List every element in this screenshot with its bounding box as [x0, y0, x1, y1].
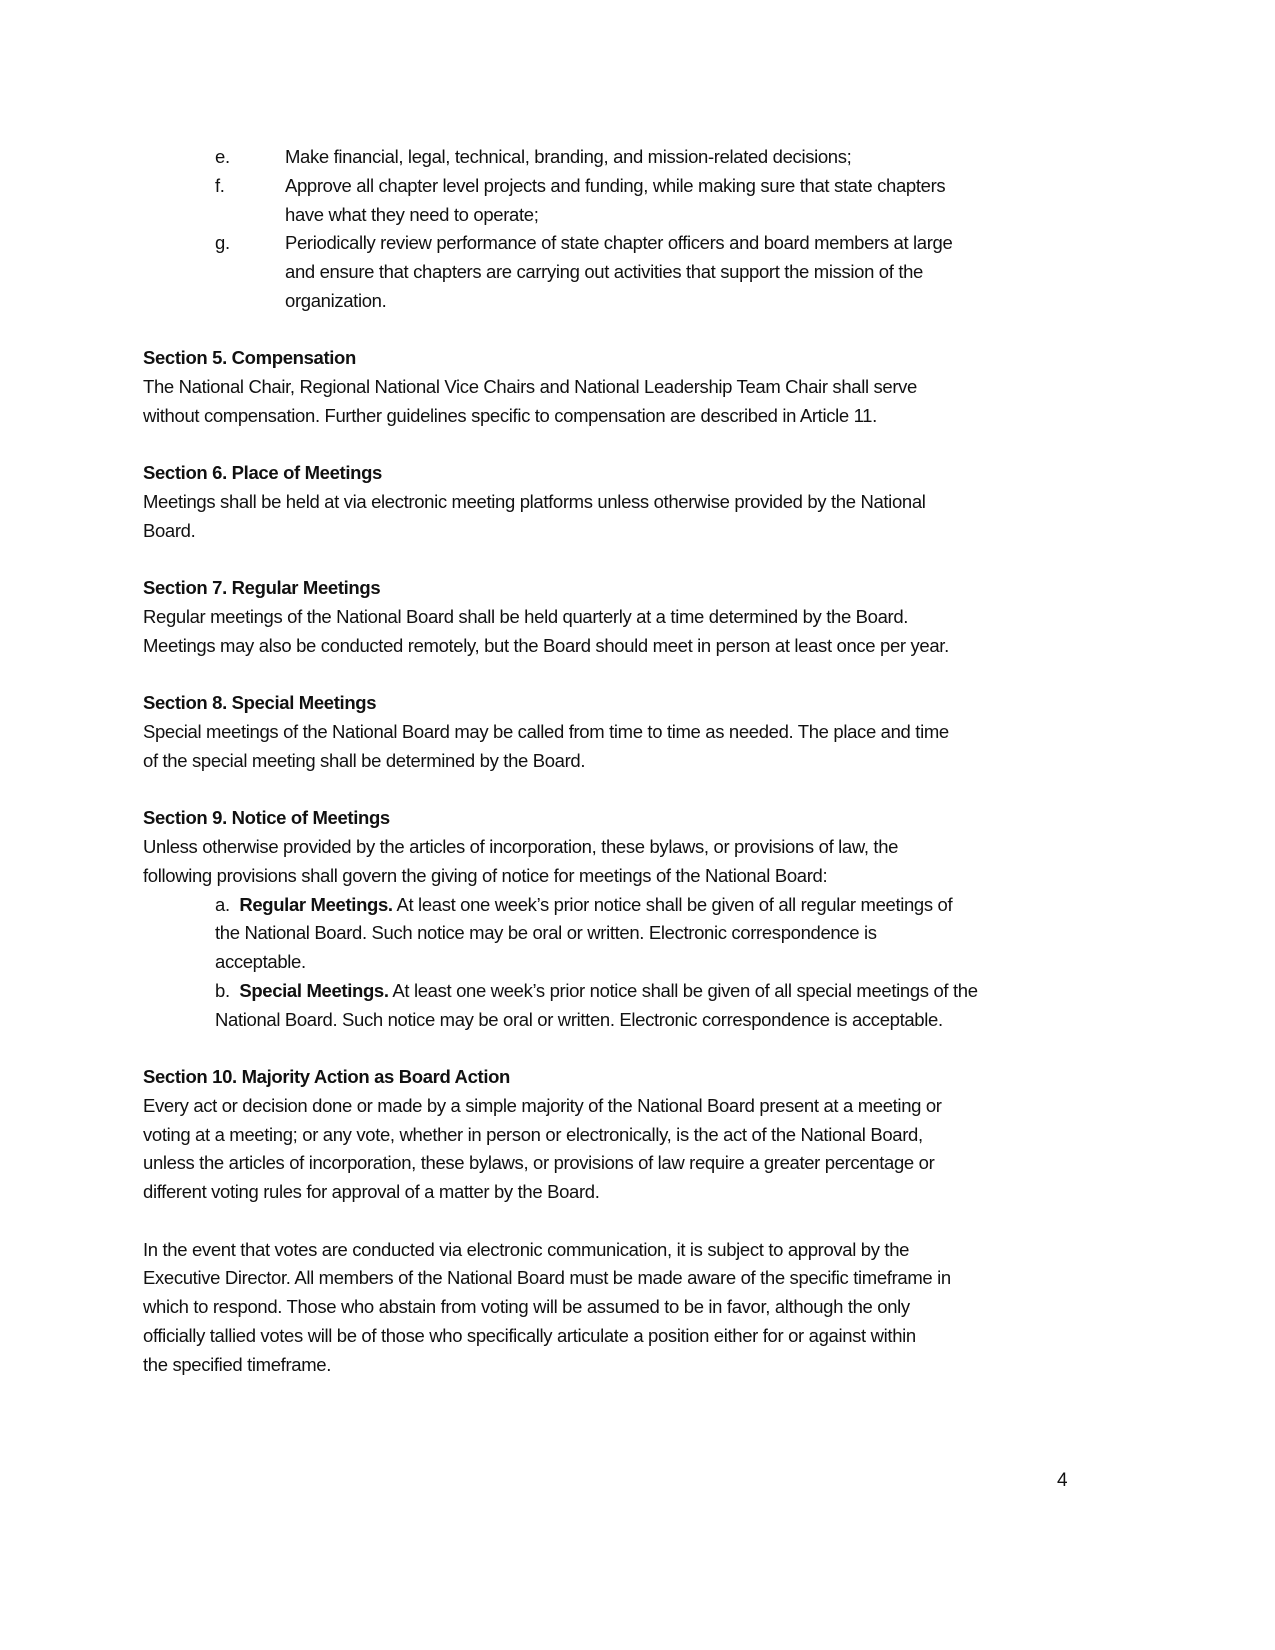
- section-heading: [143, 689, 1083, 718]
- section-heading: [143, 804, 1083, 833]
- paragraph-line: officially tallied votes will be of those who specifically articulate a position either for or against within: [143, 1324, 916, 1346]
- section-heading: [143, 574, 1083, 603]
- subitem-text: At least one week’s prior notice shall be given of all special meetings of the: [388, 979, 978, 1001]
- subitem-line: [143, 977, 1083, 1006]
- list-item-text: organization.: [285, 289, 387, 311]
- blank-line: [143, 1207, 1083, 1236]
- section-heading-text: Section 7. Regular Meetings: [143, 577, 381, 599]
- list-marker: e.: [215, 146, 230, 167]
- subitem-text: At least one week’s prior notice shall be given of all regular meetings of: [392, 893, 953, 915]
- list-item-text: have what they need to operate;: [285, 203, 539, 225]
- subitem-line: acceptable.: [215, 951, 306, 972]
- paragraph-line: Every act or decision done or made by a simple majority of the National Board present at a meeting or: [143, 1094, 942, 1116]
- blank-line: [143, 661, 1083, 690]
- list-item-line: [143, 201, 1083, 230]
- paragraph-line: which to respond. Those who abstain from voting will be assumed to be in favor, although the only: [143, 1296, 910, 1317]
- paragraph-line: Meetings shall be held at via electronic meeting platforms unless otherwise provided by the National: [143, 491, 926, 512]
- list-marker: f.: [215, 174, 225, 196]
- subitem-line: [143, 891, 1083, 920]
- subitem-line: the National Board. Such notice may be oral or written. Electronic correspondence is: [215, 922, 877, 944]
- list-marker: g.: [215, 232, 230, 254]
- section-heading-text: Section 10. Majority Action as Board Action: [143, 1066, 511, 1087]
- list-item-text: Approve all chapter level projects and funding, while making sure that state chapters: [285, 174, 946, 196]
- list-item-line: [143, 287, 1083, 316]
- list-item-line: [143, 229, 1083, 258]
- list-item-line: [143, 258, 1083, 287]
- paragraph-line: the specified timeframe.: [143, 1353, 331, 1375]
- section-heading: [143, 1063, 1083, 1092]
- blank-line: [143, 776, 1083, 805]
- section-heading-text: Section 5. Compensation: [143, 347, 356, 369]
- paragraph-line: Meetings may also be conducted remotely, but the Board should meet in person at least once per year.: [143, 634, 949, 656]
- blank-line: [143, 316, 1083, 345]
- paragraph-line: without compensation. Further guidelines specific to compensation are described in Article 11.: [143, 404, 877, 426]
- paragraph-line: Unless otherwise provided by the articles of incorporation, these bylaws, or provisions of law, the: [143, 836, 899, 857]
- subitem-title: Special Meetings.: [239, 979, 389, 1001]
- section-heading-text: Section 8. Special Meetings: [143, 692, 377, 714]
- paragraph-line: voting at a meeting; or any vote, whether in person or electronically, is the act of the National Board,: [143, 1123, 923, 1145]
- document-body: [143, 143, 1083, 1379]
- paragraph-line: of the special meeting shall be determined by the Board.: [143, 749, 586, 771]
- paragraph-line: different voting rules for approval of a matter by the Board.: [143, 1181, 600, 1202]
- subitem-marker: b.: [215, 979, 230, 1001]
- section-heading-text: Section 6. Place of Meetings: [143, 462, 382, 484]
- list-item-line: [143, 143, 1083, 172]
- paragraph-line: unless the articles of incorporation, these bylaws, or provisions of law require a greater percentage or: [143, 1152, 935, 1174]
- paragraph-line: In the event that votes are conducted via electronic communication, it is subject to approval by the: [143, 1238, 910, 1260]
- blank-line: [143, 431, 1083, 460]
- section-heading: [143, 344, 1083, 373]
- page-number: 4: [1057, 1470, 1068, 1491]
- section-heading: [143, 459, 1083, 488]
- list-item-line: [143, 172, 1083, 201]
- list-item-text: Periodically review performance of state chapter officers and board members at large: [285, 232, 953, 254]
- subitem-line: National Board. Such notice may be oral or written. Electronic correspondence is acceptable.: [215, 1008, 943, 1030]
- list-item-text: Make financial, legal, technical, branding, and mission-related decisions;: [285, 146, 852, 167]
- paragraph-line: Special meetings of the National Board may be called from time to time as needed. The place and time: [143, 721, 949, 742]
- paragraph-line: The National Chair, Regional National Vice Chairs and National Leadership Team Chair shall serve: [143, 376, 917, 397]
- blank-line: [143, 1034, 1083, 1063]
- subitem-title: Regular Meetings.: [239, 893, 393, 915]
- section-heading-text: Section 9. Notice of Meetings: [143, 807, 390, 829]
- blank-line: [143, 546, 1083, 575]
- paragraph-line: Executive Director. All members of the National Board must be made aware of the specific timeframe in: [143, 1267, 951, 1289]
- paragraph-line: Board.: [143, 519, 196, 541]
- subitem-marker: a.: [215, 893, 230, 915]
- list-item-text: and ensure that chapters are carrying out activities that support the mission of the: [285, 261, 923, 282]
- paragraph-line: following provisions shall govern the giving of notice for meetings of the National Board:: [143, 864, 828, 886]
- paragraph-line: Regular meetings of the National Board shall be held quarterly at a time determined by the Board.: [143, 606, 909, 627]
